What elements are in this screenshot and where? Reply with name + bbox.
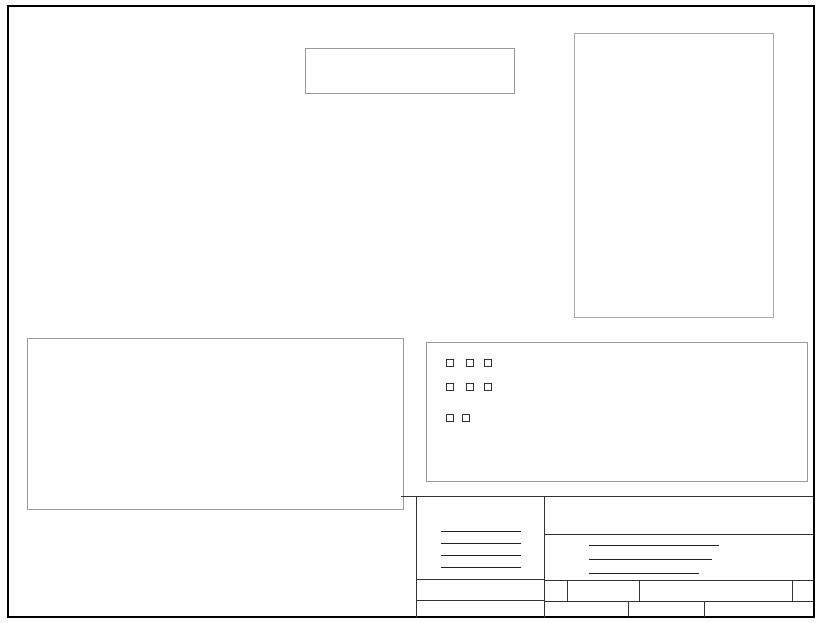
system-dc-size-field[interactable]	[589, 564, 699, 574]
checked-by	[416, 601, 545, 618]
title-block	[401, 496, 813, 617]
array-notes-box	[27, 338, 404, 510]
note1-na-checkbox[interactable]	[484, 359, 492, 367]
drawing-title	[545, 497, 813, 535]
note5-yes-checkbox[interactable]	[446, 414, 454, 422]
note2-na-checkbox[interactable]	[484, 383, 492, 391]
note5-no-checkbox[interactable]	[462, 414, 470, 422]
signs-box	[574, 33, 774, 318]
inverter-note-5	[444, 398, 807, 423]
nec-reference-note	[312, 61, 508, 72]
note2-yes-checkbox[interactable]	[446, 383, 454, 391]
note1-yes-checkbox[interactable]	[446, 359, 454, 367]
inverter-notes-box	[426, 342, 808, 482]
note1-no-checkbox[interactable]	[466, 359, 474, 367]
contractor-line-1[interactable]	[441, 531, 521, 532]
contractor-line-3[interactable]	[441, 555, 521, 556]
contractor-line-4[interactable]	[441, 567, 521, 568]
contractor-line-2[interactable]	[441, 543, 521, 544]
inverter-note-2	[444, 374, 807, 390]
inverter-note-1	[444, 351, 807, 367]
site-name-field[interactable]	[589, 536, 719, 546]
drawn-by	[416, 580, 545, 601]
note2-no-checkbox[interactable]	[466, 383, 474, 391]
contractor-cell	[416, 497, 545, 580]
site-info	[545, 535, 813, 580]
site-address-field[interactable]	[589, 550, 712, 560]
notes-all-box	[305, 48, 515, 94]
